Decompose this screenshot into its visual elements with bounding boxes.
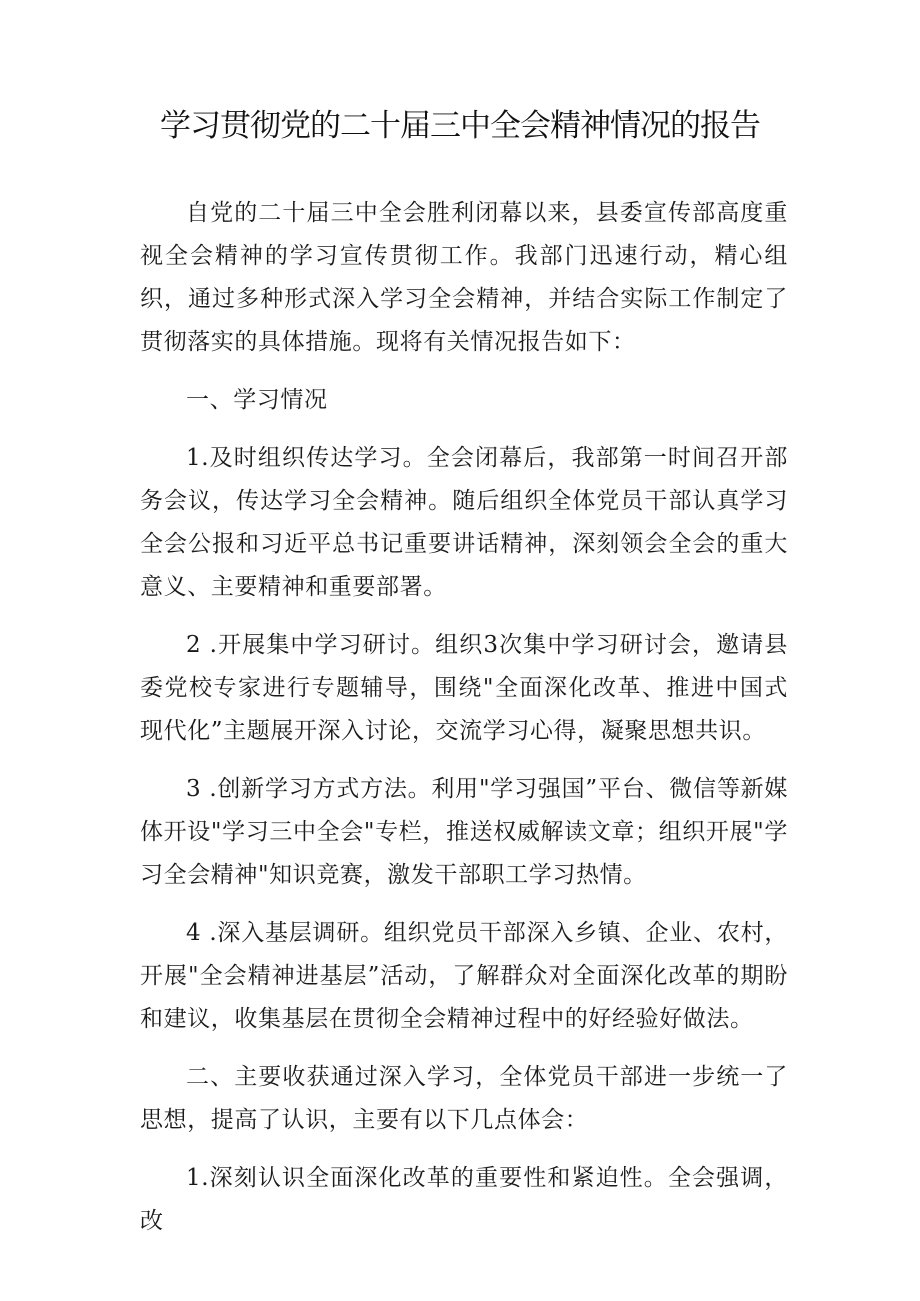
paragraph-gain-1: 1.深刻认识全面深化改革的重要性和紧迫性。全会强调，改: [140, 1165, 788, 1234]
paragraph-item-3: 3 .创新学习方式方法。利用"学习强国”平台、微信等新媒体开设"学习三中全会"专栏，推送权威解读文章；组织开展"学习全会精神"知识竞赛，激发干部职工学习热情。: [140, 776, 788, 888]
paragraph-item-2: 2 .开展集中学习研讨。组织3次集中学习研讨会，邀请县委党校专家进行专题辅导，围绕"全面深化改革、推进中国式现代化”主题展开深入讨论，交流学习心得，凝聚思想共识。: [140, 632, 788, 744]
paragraph-item-4: 4 .深入基层调研。组织党员干部深入乡镇、企业、农村，开展"全会精神进基层”活动，了解群众对全面深化改革的期盼和建议，收集基层在贯彻全会精神过程中的好经验好做法。: [140, 920, 788, 1032]
section-heading-gains: 二、主要收获通过深入学习，全体党员干部进一步统一了思想，提高了认识，主要有以下几点体会：: [140, 1064, 788, 1133]
document-title: 学习贯彻党的二十届三中全会精神情况的报告: [160, 108, 760, 144]
paragraph-item-1: 1.及时组织传达学习。全会闭幕后，我部第一时间召开部务会议，传达学习全会精神。随后组织全体党员干部认真学习全会公报和习近平总书记重要讲话精神，深刻领会全会的重大意义、主要精神和重要部署。: [140, 445, 788, 600]
section-heading-study: 一、学习情况: [186, 387, 328, 413]
paragraph-intro: 自党的二十届三中全会胜利闭幕以来，县委宣传部高度重视全会精神的学习宣传贯彻工作。我部门迅速行动，精心组织，通过多种形式深入学习全会精神，并结合实际工作制定了贯彻落实的具体措施。现将有关情况报告如下：: [140, 200, 788, 355]
document-body: [140, 192, 788, 1258]
